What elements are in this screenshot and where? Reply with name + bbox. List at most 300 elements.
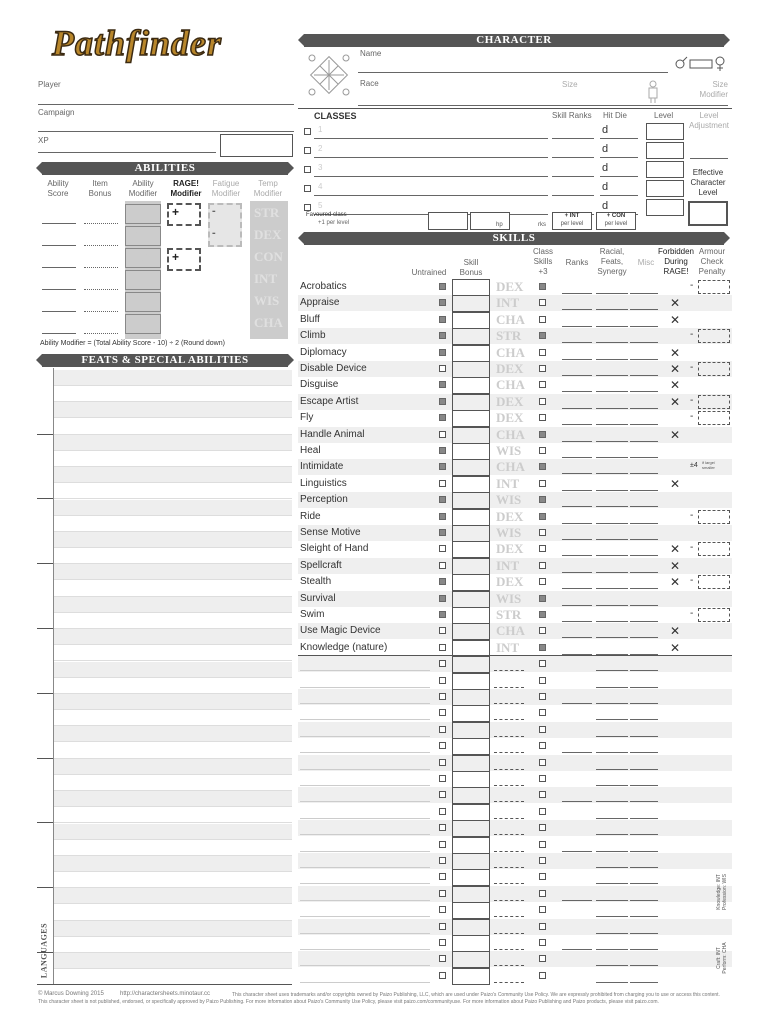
feat-line[interactable]	[54, 840, 292, 856]
racial-field[interactable]	[596, 572, 628, 573]
racial-field[interactable]	[596, 391, 628, 392]
misc-field[interactable]	[630, 867, 658, 868]
skill-bonus-box[interactable]	[452, 722, 490, 739]
untrained-checkbox[interactable]	[439, 791, 446, 798]
custom-ability-field[interactable]	[494, 670, 524, 671]
hit-die-field[interactable]	[600, 195, 638, 196]
feat-line[interactable]	[54, 629, 292, 645]
racial-field[interactable]	[596, 883, 628, 884]
hit-die-field[interactable]	[600, 138, 638, 139]
skill-bonus-box[interactable]	[452, 673, 490, 690]
class-skill-checkbox[interactable]	[539, 381, 546, 388]
class-skill-checkbox[interactable]	[539, 595, 546, 602]
class-skill-checkbox[interactable]	[539, 414, 546, 421]
custom-skill-name-field[interactable]	[300, 687, 430, 688]
skill-bonus-box[interactable]	[452, 787, 490, 804]
untrained-checkbox[interactable]	[439, 742, 446, 749]
class-name-field[interactable]	[314, 138, 548, 139]
misc-field[interactable]	[630, 457, 658, 458]
custom-ability-field[interactable]	[494, 736, 524, 737]
feat-line[interactable]	[54, 645, 292, 661]
misc-field[interactable]	[630, 621, 658, 622]
racial-field[interactable]	[596, 670, 628, 671]
misc-field[interactable]	[630, 605, 658, 606]
class-checkbox[interactable]	[304, 147, 311, 154]
skill-ranks-field[interactable]	[562, 506, 592, 507]
misc-field[interactable]	[630, 441, 658, 442]
favoured-ranks-box[interactable]	[470, 212, 510, 230]
feat-line[interactable]	[54, 791, 292, 807]
skill-bonus-box[interactable]	[452, 919, 490, 936]
untrained-checkbox[interactable]	[439, 873, 446, 880]
feat-line[interactable]	[54, 969, 292, 985]
misc-field[interactable]	[630, 424, 658, 425]
racial-field[interactable]	[596, 719, 628, 720]
custom-ability-field[interactable]	[494, 867, 524, 868]
custom-skill-name-field[interactable]	[300, 965, 430, 966]
feat-line[interactable]	[54, 483, 292, 499]
misc-field[interactable]	[630, 375, 658, 376]
class-skill-checkbox[interactable]	[539, 808, 546, 815]
racial-field[interactable]	[596, 703, 628, 704]
misc-field[interactable]	[630, 408, 658, 409]
feat-line[interactable]	[54, 694, 292, 710]
item-bonus-field[interactable]	[84, 333, 118, 334]
custom-skill-name-field[interactable]	[300, 883, 430, 884]
custom-ability-field[interactable]	[494, 883, 524, 884]
skill-bonus-box[interactable]	[452, 869, 490, 886]
untrained-checkbox[interactable]	[439, 841, 446, 848]
misc-field[interactable]	[630, 933, 658, 934]
misc-field[interactable]	[630, 883, 658, 884]
skill-bonus-box[interactable]	[452, 541, 490, 558]
feat-line[interactable]	[54, 564, 292, 580]
class-skill-checkbox[interactable]	[539, 562, 546, 569]
skill-ranks-field[interactable]	[562, 703, 592, 704]
misc-field[interactable]	[630, 851, 658, 852]
misc-field[interactable]	[630, 736, 658, 737]
custom-skill-name-field[interactable]	[300, 670, 430, 671]
feat-line[interactable]	[54, 953, 292, 969]
racial-field[interactable]	[596, 424, 628, 425]
skill-ranks-field[interactable]	[562, 473, 592, 474]
name-field[interactable]	[358, 72, 668, 73]
ability-score-field[interactable]	[42, 333, 76, 334]
ability-score-field[interactable]	[42, 267, 76, 268]
feat-line[interactable]	[54, 467, 292, 483]
custom-ability-field[interactable]	[494, 834, 524, 835]
racial-field[interactable]	[596, 867, 628, 868]
armour-penalty-box[interactable]	[698, 411, 730, 425]
armour-penalty-box[interactable]	[698, 362, 730, 376]
custom-ability-field[interactable]	[494, 703, 524, 704]
custom-ability-field[interactable]	[494, 719, 524, 720]
skill-bonus-box[interactable]	[452, 345, 490, 362]
skill-bonus-box[interactable]	[452, 377, 490, 394]
feat-line[interactable]	[54, 500, 292, 516]
class-skill-checkbox[interactable]	[539, 906, 546, 913]
favoured-hp-box[interactable]	[428, 212, 468, 230]
misc-field[interactable]	[630, 687, 658, 688]
custom-skill-name-field[interactable]	[300, 867, 430, 868]
skill-bonus-box[interactable]	[452, 394, 490, 411]
racial-field[interactable]	[596, 523, 628, 524]
racial-field[interactable]	[596, 834, 628, 835]
class-checkbox[interactable]	[304, 204, 311, 211]
feat-line[interactable]	[54, 678, 292, 694]
skill-ranks-field[interactable]	[562, 539, 592, 540]
custom-ability-field[interactable]	[494, 687, 524, 688]
class-level-box[interactable]	[646, 180, 684, 197]
class-name-field[interactable]	[314, 157, 548, 158]
racial-field[interactable]	[596, 490, 628, 491]
class-skill-checkbox[interactable]	[539, 611, 546, 618]
skill-ranks-field[interactable]	[562, 408, 592, 409]
feat-line[interactable]	[54, 888, 292, 904]
skill-ranks-field[interactable]	[562, 490, 592, 491]
ability-modifier-box[interactable]	[125, 248, 161, 268]
class-skill-checkbox[interactable]	[539, 693, 546, 700]
misc-field[interactable]	[630, 539, 658, 540]
skill-bonus-box[interactable]	[452, 476, 490, 493]
racial-field[interactable]	[596, 949, 628, 950]
feat-line[interactable]	[54, 548, 292, 564]
class-skill-checkbox[interactable]	[539, 545, 546, 552]
skill-ranks-field[interactable]	[562, 293, 592, 294]
skill-bonus-box[interactable]	[452, 558, 490, 575]
racial-field[interactable]	[596, 736, 628, 737]
custom-skill-name-field[interactable]	[300, 933, 430, 934]
untrained-checkbox[interactable]	[439, 660, 446, 667]
class-name-field[interactable]	[314, 195, 548, 196]
class-skill-checkbox[interactable]	[539, 283, 546, 290]
item-bonus-field[interactable]	[84, 311, 118, 312]
class-skill-checkbox[interactable]	[539, 857, 546, 864]
misc-field[interactable]	[630, 309, 658, 310]
custom-ability-field[interactable]	[494, 916, 524, 917]
ability-modifier-box[interactable]	[125, 204, 161, 224]
ability-modifier-box[interactable]	[125, 314, 161, 334]
feat-line[interactable]	[54, 451, 292, 467]
class-skill-checkbox[interactable]	[539, 873, 546, 880]
effective-level-box[interactable]	[688, 201, 728, 226]
untrained-checkbox[interactable]	[439, 775, 446, 782]
misc-field[interactable]	[630, 703, 658, 704]
skill-bonus-box[interactable]	[452, 853, 490, 870]
skill-bonus-box[interactable]	[452, 525, 490, 542]
skill-bonus-box[interactable]	[452, 443, 490, 460]
feat-line[interactable]	[54, 419, 292, 435]
class-skill-checkbox[interactable]	[539, 791, 546, 798]
custom-skill-name-field[interactable]	[300, 703, 430, 704]
racial-field[interactable]	[596, 441, 628, 442]
racial-field[interactable]	[596, 293, 628, 294]
custom-skill-name-field[interactable]	[300, 982, 430, 983]
feat-line[interactable]	[54, 613, 292, 629]
skill-ranks-field[interactable]	[562, 637, 592, 638]
untrained-checkbox[interactable]	[439, 709, 446, 716]
racial-field[interactable]	[596, 637, 628, 638]
race-field[interactable]	[358, 105, 728, 106]
skill-ranks-field[interactable]	[562, 801, 592, 802]
custom-skill-name-field[interactable]	[300, 801, 430, 802]
skill-bonus-box[interactable]	[452, 705, 490, 722]
feat-line[interactable]	[54, 726, 292, 742]
custom-skill-name-field[interactable]	[300, 916, 430, 917]
armour-penalty-box[interactable]	[698, 510, 730, 524]
custom-skill-name-field[interactable]	[300, 834, 430, 835]
feat-line[interactable]	[54, 435, 292, 451]
untrained-checkbox[interactable]	[439, 923, 446, 930]
skill-ranks-field[interactable]	[562, 457, 592, 458]
ability-score-field[interactable]	[42, 245, 76, 246]
skill-ranks-field[interactable]	[562, 621, 592, 622]
class-skill-checkbox[interactable]	[539, 742, 546, 749]
armour-penalty-box[interactable]	[698, 575, 730, 589]
feat-line[interactable]	[54, 532, 292, 548]
racial-field[interactable]	[596, 588, 628, 589]
racial-field[interactable]	[596, 933, 628, 934]
misc-field[interactable]	[630, 719, 658, 720]
untrained-checkbox[interactable]	[439, 677, 446, 684]
custom-ability-field[interactable]	[494, 933, 524, 934]
custom-skill-name-field[interactable]	[300, 818, 430, 819]
class-skill-checkbox[interactable]	[539, 759, 546, 766]
misc-field[interactable]	[630, 801, 658, 802]
feat-line[interactable]	[54, 824, 292, 840]
racial-field[interactable]	[596, 555, 628, 556]
feat-line[interactable]	[54, 905, 292, 921]
misc-field[interactable]	[630, 752, 658, 753]
ability-modifier-box[interactable]	[125, 270, 161, 290]
class-skill-checkbox[interactable]	[539, 431, 546, 438]
untrained-checkbox[interactable]	[439, 939, 446, 946]
custom-ability-field[interactable]	[494, 818, 524, 819]
class-skill-checkbox[interactable]	[539, 955, 546, 962]
misc-field[interactable]	[630, 490, 658, 491]
class-skill-checkbox[interactable]	[539, 824, 546, 831]
skill-ranks-field[interactable]	[562, 752, 592, 753]
custom-ability-field[interactable]	[494, 982, 524, 983]
feat-line[interactable]	[54, 775, 292, 791]
untrained-checkbox[interactable]	[439, 759, 446, 766]
class-checkbox[interactable]	[304, 128, 311, 135]
class-skill-checkbox[interactable]	[539, 299, 546, 306]
item-bonus-field[interactable]	[84, 223, 118, 224]
item-bonus-field[interactable]	[84, 267, 118, 268]
misc-field[interactable]	[630, 637, 658, 638]
class-skill-checkbox[interactable]	[539, 923, 546, 930]
class-level-box[interactable]	[646, 199, 684, 216]
class-skill-checkbox[interactable]	[539, 972, 546, 979]
xp-next-box[interactable]	[220, 134, 293, 157]
skill-bonus-box[interactable]	[452, 427, 490, 444]
armour-penalty-box[interactable]	[698, 395, 730, 409]
custom-skill-name-field[interactable]	[300, 769, 430, 770]
feat-line[interactable]	[54, 856, 292, 872]
misc-field[interactable]	[630, 949, 658, 950]
untrained-checkbox[interactable]	[439, 972, 446, 979]
skill-bonus-box[interactable]	[452, 804, 490, 821]
skill-bonus-box[interactable]	[452, 771, 490, 788]
custom-skill-name-field[interactable]	[300, 785, 430, 786]
feat-line[interactable]	[54, 516, 292, 532]
class-checkbox[interactable]	[304, 166, 311, 173]
skill-bonus-box[interactable]	[452, 689, 490, 706]
misc-field[interactable]	[630, 293, 658, 294]
skill-ranks-field[interactable]	[562, 588, 592, 589]
class-skill-checkbox[interactable]	[539, 627, 546, 634]
skill-ranks-field[interactable]	[562, 342, 592, 343]
misc-field[interactable]	[630, 555, 658, 556]
class-checkbox[interactable]	[304, 185, 311, 192]
class-skill-checkbox[interactable]	[539, 890, 546, 897]
racial-field[interactable]	[596, 785, 628, 786]
skill-bonus-box[interactable]	[452, 607, 490, 624]
class-level-box[interactable]	[646, 161, 684, 178]
skill-bonus-box[interactable]	[452, 509, 490, 526]
misc-field[interactable]	[630, 769, 658, 770]
misc-field[interactable]	[630, 900, 658, 901]
feat-line[interactable]	[54, 402, 292, 418]
misc-field[interactable]	[630, 834, 658, 835]
untrained-checkbox[interactable]	[439, 824, 446, 831]
misc-field[interactable]	[630, 965, 658, 966]
footer-url[interactable]: http://charactersheets.minotaur.cc	[120, 991, 211, 997]
misc-field[interactable]	[630, 670, 658, 671]
feat-line[interactable]	[54, 921, 292, 937]
feat-line[interactable]	[54, 743, 292, 759]
class-skill-ranks-field[interactable]	[552, 195, 594, 196]
skill-bonus-box[interactable]	[452, 312, 490, 329]
ability-modifier-box[interactable]	[125, 292, 161, 312]
untrained-checkbox[interactable]	[439, 693, 446, 700]
misc-field[interactable]	[630, 982, 658, 983]
class-skill-checkbox[interactable]	[539, 529, 546, 536]
misc-field[interactable]	[630, 342, 658, 343]
xp-field[interactable]	[38, 152, 216, 153]
custom-ability-field[interactable]	[494, 900, 524, 901]
racial-field[interactable]	[596, 769, 628, 770]
ability-score-field[interactable]	[42, 223, 76, 224]
custom-ability-field[interactable]	[494, 769, 524, 770]
class-skill-checkbox[interactable]	[539, 939, 546, 946]
class-skill-checkbox[interactable]	[539, 709, 546, 716]
skill-ranks-field[interactable]	[562, 359, 592, 360]
class-skill-checkbox[interactable]	[539, 644, 546, 651]
misc-field[interactable]	[630, 818, 658, 819]
class-skill-checkbox[interactable]	[539, 660, 546, 667]
skill-bonus-box[interactable]	[452, 492, 490, 509]
skill-bonus-box[interactable]	[452, 886, 490, 903]
skill-bonus-box[interactable]	[452, 902, 490, 919]
misc-field[interactable]	[630, 473, 658, 474]
feat-line[interactable]	[54, 581, 292, 597]
skill-bonus-box[interactable]	[452, 968, 490, 985]
hit-die-field[interactable]	[600, 157, 638, 158]
player-field[interactable]	[38, 104, 294, 105]
class-skill-checkbox[interactable]	[539, 841, 546, 848]
racial-field[interactable]	[596, 408, 628, 409]
misc-field[interactable]	[630, 916, 658, 917]
skill-bonus-box[interactable]	[452, 279, 490, 296]
skill-bonus-box[interactable]	[452, 574, 490, 591]
misc-field[interactable]	[630, 523, 658, 524]
hit-die-field[interactable]	[600, 176, 638, 177]
class-skill-checkbox[interactable]	[539, 463, 546, 470]
untrained-checkbox[interactable]	[439, 906, 446, 913]
class-skill-ranks-field[interactable]	[552, 176, 594, 177]
skill-ranks-field[interactable]	[562, 851, 592, 852]
skill-bonus-box[interactable]	[452, 738, 490, 755]
armour-penalty-box[interactable]	[698, 329, 730, 343]
skill-ranks-field[interactable]	[562, 441, 592, 442]
racial-field[interactable]	[596, 851, 628, 852]
class-skill-ranks-field[interactable]	[552, 138, 594, 139]
skill-ranks-field[interactable]	[562, 375, 592, 376]
skill-bonus-box[interactable]	[452, 591, 490, 608]
misc-field[interactable]	[630, 326, 658, 327]
racial-field[interactable]	[596, 965, 628, 966]
class-skill-checkbox[interactable]	[539, 726, 546, 733]
racial-field[interactable]	[596, 801, 628, 802]
racial-field[interactable]	[596, 818, 628, 819]
skill-ranks-field[interactable]	[562, 326, 592, 327]
skill-bonus-box[interactable]	[452, 837, 490, 854]
misc-field[interactable]	[630, 506, 658, 507]
racial-field[interactable]	[596, 342, 628, 343]
custom-skill-name-field[interactable]	[300, 851, 430, 852]
untrained-checkbox[interactable]	[439, 955, 446, 962]
custom-skill-name-field[interactable]	[300, 949, 430, 950]
racial-field[interactable]	[596, 457, 628, 458]
racial-field[interactable]	[596, 687, 628, 688]
feat-line[interactable]	[54, 386, 292, 402]
misc-field[interactable]	[630, 572, 658, 573]
racial-field[interactable]	[596, 752, 628, 753]
skill-bonus-box[interactable]	[452, 361, 490, 378]
misc-field[interactable]	[630, 359, 658, 360]
custom-ability-field[interactable]	[494, 752, 524, 753]
skill-bonus-box[interactable]	[452, 951, 490, 968]
skill-ranks-field[interactable]	[562, 309, 592, 310]
class-skill-checkbox[interactable]	[539, 775, 546, 782]
untrained-checkbox[interactable]	[439, 890, 446, 897]
class-skill-checkbox[interactable]	[539, 365, 546, 372]
misc-field[interactable]	[630, 785, 658, 786]
ability-score-field[interactable]	[42, 289, 76, 290]
armour-penalty-box[interactable]	[698, 608, 730, 622]
racial-field[interactable]	[596, 359, 628, 360]
custom-skill-name-field[interactable]	[300, 719, 430, 720]
feat-line[interactable]	[54, 370, 292, 386]
ability-modifier-box[interactable]	[125, 226, 161, 246]
armour-penalty-box[interactable]	[698, 280, 730, 294]
skill-bonus-box[interactable]	[452, 328, 490, 345]
skill-ranks-field[interactable]	[562, 572, 592, 573]
custom-skill-name-field[interactable]	[300, 752, 430, 753]
class-skill-checkbox[interactable]	[539, 316, 546, 323]
custom-ability-field[interactable]	[494, 785, 524, 786]
class-skill-checkbox[interactable]	[539, 513, 546, 520]
custom-skill-name-field[interactable]	[300, 900, 430, 901]
racial-field[interactable]	[596, 900, 628, 901]
misc-field[interactable]	[630, 391, 658, 392]
skill-bonus-box[interactable]	[452, 755, 490, 772]
custom-skill-name-field[interactable]	[300, 736, 430, 737]
armour-penalty-box[interactable]	[698, 542, 730, 556]
skill-ranks-field[interactable]	[562, 555, 592, 556]
